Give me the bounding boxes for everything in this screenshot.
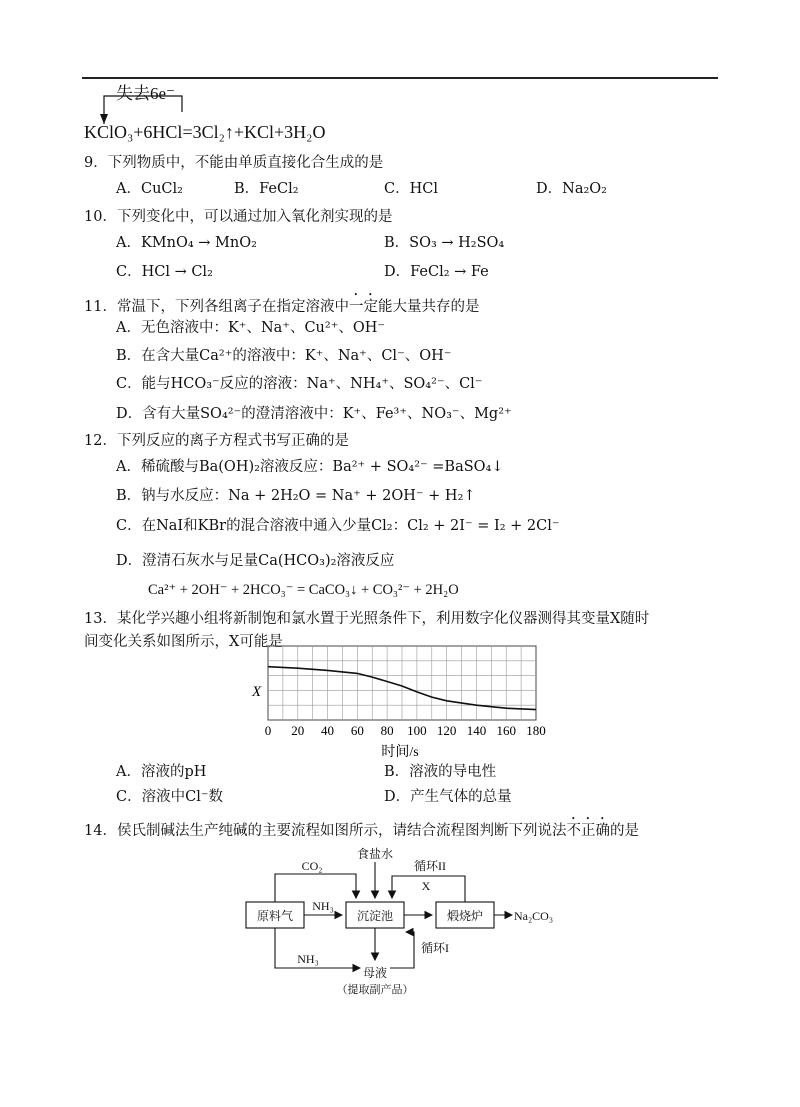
chart-x-tick-label: 40 [321, 723, 335, 738]
flow-co2-label: CO₂ [301, 859, 323, 873]
flow-precip-label: 沉淀池 [356, 909, 394, 923]
q10-option-d: D．FeCl₂ → Fe [384, 264, 489, 280]
flow-byproduct-label: （提取副产品） [336, 984, 414, 996]
q13-option-a: A．溶液的pH [116, 764, 207, 780]
q11-stem-before: 11．常温下，下列各组离子在指定溶液中 [84, 299, 349, 315]
flow-x-label: X [421, 879, 431, 893]
q14-stem [84, 815, 639, 841]
top-rule [82, 77, 718, 79]
flow-cycle2-label: 循环II [414, 859, 446, 873]
process-flow-diagram [230, 840, 570, 1002]
q10-option-c: C．HCl → Cl₂ [116, 264, 213, 280]
chart-x-tick-label: 20 [291, 723, 305, 738]
chart-x-tick-label: 160 [496, 723, 516, 738]
chart-x-tick-label: 120 [436, 723, 457, 738]
electron-transfer-label: 失去6e⁻ [116, 84, 176, 103]
flow-furnace-label: 煅烧炉 [446, 909, 484, 923]
q13-stem-line1: 13．某化学兴趣小组将新制饱和氯水置于光照条件下，利用数字化仪器测得其变量X随时 [84, 611, 650, 627]
q11-option-c: C．能与HCO₃⁻反应的溶液：Na⁺、NH₄⁺、SO₄²⁻、Cl⁻ [116, 376, 483, 392]
flow-product-label: Na₂CO₃ [514, 909, 554, 923]
flow-nh3-top-label: NH₃ [312, 899, 334, 913]
flow-cycle1-label: 循环I [421, 941, 449, 955]
q12-option-d-equation: Ca²⁺ + 2OH⁻ + 2HCO₃⁻ = CaCO₃↓ + CO₃²⁻ + 2H₂O [148, 582, 459, 598]
q13-stem-line2: 间变化关系如图所示，X可能是 [84, 634, 283, 650]
chart-x-tick-label: 0 [264, 723, 272, 738]
chart-y-label: X [252, 684, 262, 700]
q14-stem-emphasis: 不正确 [566, 823, 610, 839]
q11-option-b: B．在含大量Ca²⁺的溶液中：K⁺、Na⁺、Cl⁻、OH⁻ [116, 348, 452, 364]
q11-stem-after: 能大量共存的是 [377, 299, 480, 315]
q12-option-d: D．澄清石灰水与足量Ca(HCO₃)₂溶液反应 [116, 553, 395, 569]
q11-option-a: A．无色溶液中：K⁺、Na⁺、Cu²⁺、OH⁻ [116, 320, 386, 336]
q12-stem: 12．下列反应的离子方程式书写正确的是 [84, 433, 349, 449]
q13-option-c: C．溶液中Cl⁻数 [116, 789, 223, 805]
q10-option-b: B．SO₃ → H₂SO₄ [384, 235, 505, 251]
q13-line-chart [240, 640, 560, 758]
flow-mother-liquor-label: 母液 [362, 966, 388, 980]
q10-option-a: A．KMnO₄ → MnO₂ [116, 235, 257, 251]
chart-x-tick-label: 100 [407, 723, 427, 738]
q13-option-b: B．溶液的导电性 [384, 764, 497, 780]
flow-nh3-bottom-label: NH₃ [297, 952, 319, 966]
q11-stem [84, 291, 479, 317]
q9-option-c: C．HCl [384, 181, 438, 197]
flow-brine-label: 食盐水 [356, 847, 394, 861]
q11-stem-emphasis: 一定 [348, 299, 378, 315]
chart-x-tick-label: 180 [526, 723, 546, 738]
q13-option-d: D．产生气体的总量 [384, 789, 512, 805]
q10-stem: 10．下列变化中，可以通过加入氧化剂实现的是 [84, 209, 393, 225]
chart-x-tick-label: 60 [350, 723, 364, 738]
q14-stem-after: 的是 [609, 823, 639, 839]
q9-option-b: B．FeCl₂ [234, 181, 299, 197]
chart-grid [268, 646, 536, 720]
chart-x-tick-label: 140 [466, 723, 487, 738]
redox-equation: KClO₃+6HCl=3Cl₂↑+KCl+3H₂O [84, 122, 326, 142]
q9-option-a: A．CuCl₂ [116, 181, 183, 197]
q11-option-d: D．含有大量SO₄²⁻的澄清溶液中：K⁺、Fe³⁺、NO₃⁻、Mg²⁺ [116, 406, 512, 422]
q12-option-a: A．稀硫酸与Ba(OH)₂溶液反应：Ba²⁺ + SO₄²⁻ =BaSO₄↓ [116, 459, 504, 475]
q12-option-b: B．钠与水反应：Na + 2H₂O = Na⁺ + 2OH⁻ + H₂↑ [116, 488, 476, 504]
q9-stem: 9．下列物质中，不能由单质直接化合生成的是 [84, 155, 384, 171]
q9-option-d: D．Na₂O₂ [536, 181, 607, 197]
q12-option-c: C．在NaI和KBr的混合溶液中通入少量Cl₂：Cl₂ + 2I⁻ = I₂ + 2Cl⁻ [116, 518, 560, 534]
chart-x-label: 时间/s [381, 745, 419, 758]
electron-transfer-bracket [90, 90, 200, 126]
q14-stem-before: 14．侯氏制碱法生产纯碱的主要流程如图所示，请结合流程图判断下列说法 [84, 823, 567, 839]
chart-x-tick-labels [265, 723, 546, 738]
chart-x-tick-label: 80 [380, 723, 394, 738]
flow-raw-gas-label: 原料气 [256, 909, 294, 923]
